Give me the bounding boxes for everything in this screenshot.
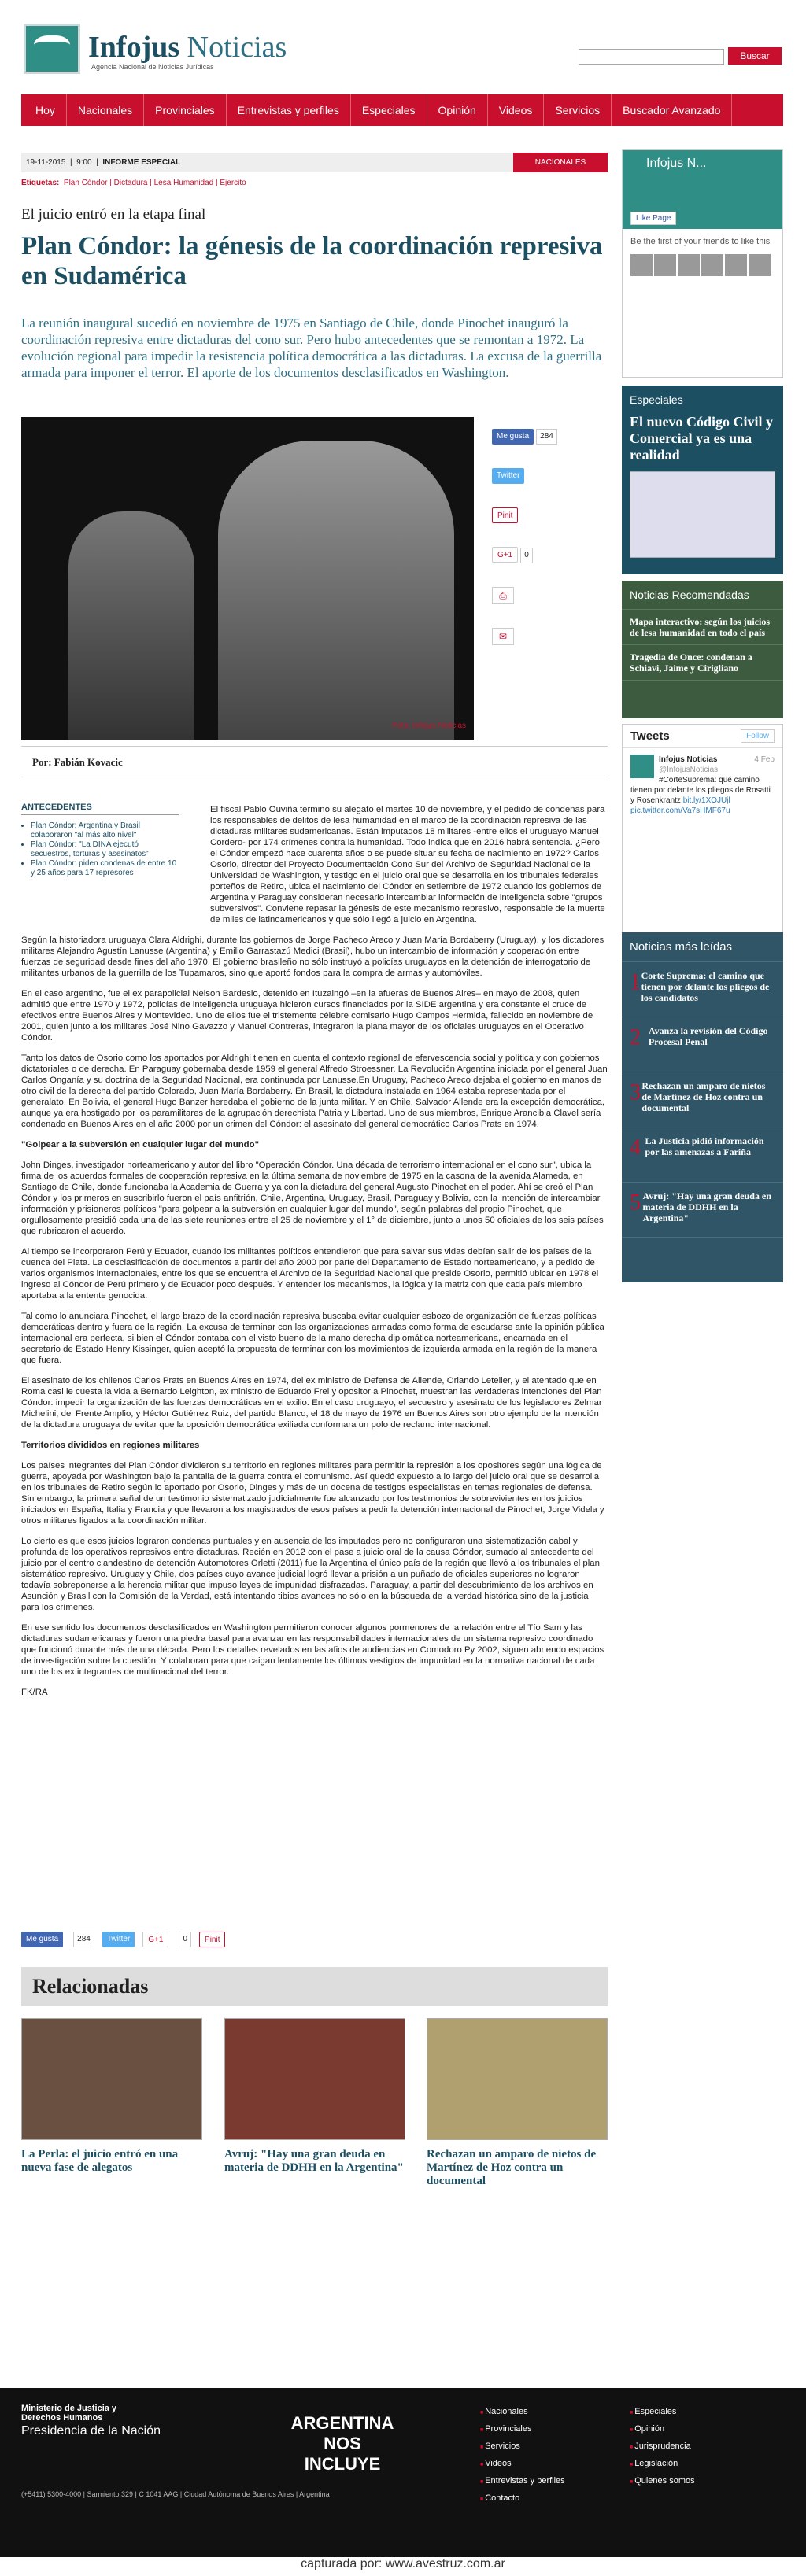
- gplus-count: 0: [179, 1932, 191, 1947]
- twitter-follow-button[interactable]: Follow: [741, 729, 775, 743]
- recommended-item[interactable]: Tragedia de Once: condenan a Schiavi, Jaime y Cirigliano: [622, 645, 783, 681]
- related-item[interactable]: [427, 2018, 608, 2188]
- nav-hoy[interactable]: Hoy: [24, 94, 67, 126]
- paragraph: En ese sentido los documentos desclasificados en Washington permitieron conocer algunos pormenores de la relación entre el Tío Sam y las dictaduras sudamericanas y fueron una piedra basal para avanzar en las responsabilidades internacionales de un sistema represivo coordinado que funcionó durante más de una década. Pero los detalles revelados en las afios de audiencias en Comodoro Py 2002, siguen abriendo espacios de investigación sobre la cuestión. Y colaboran para que caigan lentamente los últimos vestigios de impunidad en la normativa nacional de cada uno de los ex integrantes de multinacional del terror.: [21, 1623, 604, 1677]
- capture-credit: capturada por: www.avestruz.com.ar: [301, 2557, 505, 2570]
- related-headline[interactable]: La Perla: el juicio entró en una nueva fase de alegatos: [21, 2148, 179, 2174]
- fb-friend-thumbs: [623, 254, 782, 276]
- footer-links-1: [480, 2404, 565, 2508]
- nav-videos[interactable]: Videos: [488, 94, 545, 126]
- footer-link[interactable]: ■ Especiales: [630, 2404, 695, 2421]
- logo-accent: Noticias: [187, 31, 287, 64]
- most-read-headline[interactable]: Avruj: "Hay una gran deuda en materia de DDHH en la Argentina": [642, 1190, 771, 1223]
- logo-main: Infojus: [88, 31, 180, 64]
- antecedente-link[interactable]: • Plan Cóndor: piden condenas de entre 10 y 25 años para 17 represores: [31, 859, 179, 878]
- subheading: Territorios divididos en regiones militares: [21, 1441, 200, 1450]
- fb-count: 284: [73, 1932, 94, 1947]
- tag-item[interactable]: Plan Cóndor: [63, 179, 108, 187]
- tweet-user[interactable]: Infojus Noticias: [659, 755, 718, 764]
- most-read-headline[interactable]: Rechazan un amparo de nietos de Martínez de Hoz contra un documental: [641, 1080, 766, 1113]
- recommended-box: [622, 581, 783, 718]
- footer-ministry[interactable]: Ministerio de Justicia y Derechos Humanos: [21, 2404, 117, 2423]
- tags-label: Etiquetas:: [21, 179, 60, 187]
- fb-like-page-button[interactable]: Like Page: [630, 212, 676, 225]
- antecedentes-box: [21, 803, 179, 878]
- footer-link[interactable]: ■ Legislación: [630, 2456, 695, 2473]
- nav-provinciales[interactable]: Provinciales: [144, 94, 226, 126]
- fb-page-name[interactable]: Infojus N...: [646, 157, 707, 170]
- footer-presidency[interactable]: Presidencia de la Nación: [21, 2424, 161, 2438]
- section-badge[interactable]: NACIONALES: [513, 153, 608, 172]
- related-headline[interactable]: Avruj: "Hay una gran deuda en materia de DDHH en la Argentina": [224, 2148, 404, 2174]
- most-read-box: [622, 932, 783, 1282]
- especiales-headline[interactable]: El nuevo Código Civil y Comercial ya es una realidad: [630, 414, 774, 463]
- nav-especiales[interactable]: Especiales: [351, 94, 427, 126]
- tweet-link[interactable]: bit.ly/1XOJUjl pic.twitter.com/Va7sHMF67u: [630, 796, 730, 815]
- paragraph: John Dinges, investigador norteamericano y autor del libro "Operación Cóndor. Una década de terrorismo internacional en el cono sur", ubica la firma de los acuerdos formales de cooperación represiva en la última semana de noviembre de 1975 en la casona de la avenida Alameda, en Santiago de Chile, donde funcionaba la Academia de Guerra y ya con la dictadura del general Augusto Pinochet en el poder. Ahí se creó el Plan Cóndor y los primeros en suscribirlo fueron el país anfitrión, Chile, Argentina, Uruguay, Brasil, Paraguay y Bolivia, con la intención de intercambiar información y prisioneros políticos "para golpear a la subversión en cualquier lugar del mundo", según palabras del propio Pinochet, que orgullosamente presidió cada una de las siete reuniones entre el 25 de noviembre y el 1° de diciembre, junto a unos 50 oficiales de los seis países que rubricaron el acuerdo.: [21, 1161, 604, 1236]
- footer-link[interactable]: ■ Provinciales: [480, 2421, 565, 2438]
- tags: Etiquetas: Plan Cóndor | Dictadura | Lesa Humanidad | Ejercito: [21, 179, 246, 187]
- footer-link[interactable]: ■ Contacto: [480, 2490, 565, 2508]
- related-headline[interactable]: Rechazan un amparo de nietos de Martínez de Hoz contra un documental: [427, 2148, 597, 2187]
- article-kicker: El juicio entró en la etapa final: [21, 206, 206, 223]
- email-icon[interactable]: ✉: [492, 628, 514, 645]
- gplus-count: 0: [520, 548, 533, 563]
- tag-item[interactable]: Lesa Humanidad: [153, 179, 214, 187]
- main-nav: [21, 94, 783, 126]
- most-read-headline[interactable]: Corte Suprema: el camino que tienen por delante los pliegos de los candidatos: [641, 970, 770, 1003]
- most-read-item[interactable]: 4 La Justicia pidió información por las amenazas a Fariña: [622, 1127, 783, 1183]
- nav-opinion[interactable]: Opinión: [427, 94, 488, 126]
- paragraph: Tanto los datos de Osorio como los aportados por Aldrighi tienen en cuenta el contexto regional de efervescencia social y política y con gobiernos dictatoriales o de derecha. En Paraguay gobernaba desde 1959 el general Alfredo Stroessner. La Revolución Argentina iniciada por el general Juan Carlos Onganía y su doctrina de la Seguridad Nacional, era continuada por Lanusse.En Uruguay, Pacheco Areco dejaba el gobierno en manos de otro civil de la derecha del partido Colorado, Juan María Bordaberry. En Brasil, la dictadura instalada en 1964 estaba representada por el generalato. En Bolivia, el general Hugo Banzer heredaba el gobierno de la junta militar. Y en Chile, Salvador Allende era la excepción democrática, aunque ya era hostigado por los paramilitares de la agrupación derechista Patria y Libertad. Uno de sus miembros, Enrique Arancibia Clavel sería condenado en Buenos Aires en el año 2000 por un crimen del Cóndor: el asesinato del general democrático Carlos Prats en 1974.: [21, 1054, 608, 1129]
- subheading: "Golpear a la subversión en cualquier lugar del mundo": [21, 1140, 259, 1150]
- paragraph: El asesinato de los chilenos Carlos Prats en Buenos Aires en 1974, del ex ministro de Defensa de Allende, Orlando Letelier, y el atentado que en Roma casi le cuesta la vida a Bernardo Leighton, ex ministro de Eduardo Frei y opositor a Pinochet, muestran las verdaderas intenciones del Plan Cóndor: impedir la organización de las fuerzas democráticas en el exilio. En el caso uruguayo, el secuestro y asesinato de los legisladores Zelmar Michelini, del Frente Amplio, y Héctor Gutiérrez Ruiz, del partido Blanco, el 18 de mayo de 1976 en Buenos Aires son otro ejemplo de la intención de la dictadura uruguaya de evitar que la oposición democrática exiliada conformara un polo de reclamo internacional.: [21, 1376, 602, 1430]
- tweet-text: #CorteSuprema: qué camino tienen por delante los pliegos de Rosatti y Rosenkrantz: [630, 776, 771, 805]
- footer-address: (+5411) 5300-4000 | Sarmiento 329 | C 1041 AAG | Ciudad Autónoma de Buenos Aires | Argentina: [21, 2490, 330, 2498]
- footer-link[interactable]: ■ Nacionales: [480, 2404, 565, 2421]
- especiales-title: Especiales: [630, 393, 683, 406]
- tweet-date: 4 Feb: [754, 755, 775, 764]
- footer: [0, 2388, 806, 2557]
- tweets-title: Tweets: [630, 729, 670, 743]
- pinterest-button[interactable]: Pinit: [199, 1932, 225, 1947]
- most-read-item[interactable]: 2 Avanza la revisión del Código Procesal Penal: [622, 1017, 783, 1072]
- nav-entrevistas[interactable]: Entrevistas y perfiles: [227, 94, 351, 126]
- search-input[interactable]: [579, 49, 724, 65]
- most-read-headline[interactable]: La Justicia pidió información por las amenazas a Fariña: [645, 1135, 764, 1157]
- antecedente-link[interactable]: • Plan Cóndor: "La DINA ejecutó secuestros, torturas y asesinatos": [31, 840, 179, 859]
- paragraph: Al tiempo se incorporaron Perú y Ecuador, cuando los militantes políticos entendieron que para salvar sus vidas debían salir de los países de la cuenca del Plata. La desclasificación de documentos a partir del año 2000 por parte del Departamento de Estado norteamericano, y a pedido de varios organismos internacionales, entre los que se encuentra el Archivo de la Seguridad Nacional que preside Osorio, permitió ubicar en 1978 el ingreso al Cóndor de Perú primero y de Ecuador poco después. Y entender los mecanismos, la lógica y la matriz con que cada país miembro aportaba a la entente genocida.: [21, 1247, 599, 1301]
- twitter-button[interactable]: Twitter: [102, 1932, 135, 1947]
- footer-link[interactable]: ■ Opinión: [630, 2421, 695, 2438]
- nav-servicios[interactable]: Servicios: [544, 94, 612, 126]
- bottom-share: [21, 1932, 225, 1947]
- logo-icon[interactable]: [24, 24, 80, 74]
- nav-buscador[interactable]: Buscador Avanzado: [612, 94, 732, 126]
- paragraph: En el caso argentino, fue el ex parapolicial Nelson Bardesio, detenido en Ituzaingó –en la afueras de Buenos Aires– en mayo de 2008, quien admitió que entre 1970 y 1972, policías de inteligencia uruguaya hicieron cursos financiados por la SIDE argentina y era constante el cruce de efectivos entre Buenos Aires y Montevideo. Uno de ellos fue el tristemente célebre comisario Hugo Campos Hermida, fallecido en noviembre de 2001, quien junto a los militares José Nino Gavazzo y Manuel Contreras, integraron la plana mayor de los oficiales uruguayos en el Operativo Cóndor.: [21, 989, 593, 1043]
- most-read-item[interactable]: 1 Corte Suprema: el camino que tienen por delante los pliegos de los candidatos: [622, 962, 783, 1017]
- nav-nacionales[interactable]: Nacionales: [67, 94, 144, 126]
- footer-link[interactable]: ■ Jurisprudencia: [630, 2438, 695, 2456]
- gplus-button[interactable]: G+1: [492, 547, 518, 563]
- article-photo: [21, 417, 474, 740]
- print-icon[interactable]: ⎙: [492, 587, 514, 604]
- footer-argentina-logo: ARGENTINA NOS INCLUYE: [290, 2413, 394, 2474]
- article-meta: 19-11-2015 | 9:00 | INFORME ESPECIAL: [21, 153, 513, 172]
- fb-first-text: Be the first of your friends to like this: [630, 237, 771, 246]
- footer-link[interactable]: ■ Quienes somos: [630, 2473, 695, 2490]
- pinterest-button[interactable]: Pinit: [492, 507, 518, 523]
- twitter-button[interactable]: Twitter: [492, 468, 524, 484]
- related-item[interactable]: [21, 2018, 202, 2175]
- recommended-title: Noticias Recomendadas: [622, 581, 783, 610]
- author: Por: Fabián Kovacic: [21, 746, 608, 777]
- most-read-headline[interactable]: Avanza la revisión del Código Procesal Penal: [648, 1025, 768, 1047]
- footer-links-2: [630, 2404, 695, 2490]
- antecedente-link[interactable]: • Plan Cóndor: Argentina y Brasil colaboraron "al más alto nivel": [31, 821, 179, 840]
- meta-date: 19-11-2015: [26, 158, 66, 167]
- tweet: [623, 748, 782, 822]
- related-item[interactable]: [224, 2018, 405, 2175]
- paragraph: Tal como lo anunciara Pinochet, el largo brazo de la coordinación represiva buscaba evitar cualquier esbozo de organización de fuerzas políticas democráticas dentro y fuera de la región. La excusa de terminar con las organizaciones armadas como forma de escudarse ante la opinión pública internacional era perfecta, si bien el Cóndor contaba con el visto bueno de la mano derecha diplomática norteamericana, encarnada en el secretario de Estado Henry Kissinger, quien aceptó la propuesta de terminar con los movimientos de izquierda armada en la región de la manera que fuera.: [21, 1312, 604, 1365]
- facebook-like-button[interactable]: Me gusta: [21, 1932, 63, 1947]
- fb-count: 284: [536, 429, 557, 445]
- gplus-button[interactable]: G+1: [142, 1932, 168, 1947]
- tweet-handle: @InfojusNoticias: [659, 766, 719, 774]
- search-button[interactable]: Buscar: [728, 47, 782, 65]
- paragraph: Los países integrantes del Plan Cóndor dividieron su territorio en regiones militares para permitir la represión a los opositores según una lógica de guerra, apoyada por Washington bajo la pantalla de la guerra contra el comunismo. Así quedó expuesto a lo largo del juicio oral que se desarrolla en los tribunales de Retiro según lo aportado por Osorio, Dinges y más de un docena de testigos especialistas en temas regionales de defensa. Sin embargo, la primera señal de un testimonio sistematizado judicialmente fue alcanzado por los testimonios de sobrevivientes en los juicios iniciados en España, Italia y Francia y que llevaron a los magistrados de esos países a pedir la detención internacional de Pinochet, Jorge Videla y otros militares ligados a la coordinación militar.: [21, 1461, 604, 1526]
- footer-link[interactable]: ■ Entrevistas y perfiles: [480, 2473, 565, 2490]
- related-title: Relacionadas: [21, 1967, 608, 2006]
- paragraph: Lo cierto es que esos juicios lograron condenas puntuales y en ausencia de los imputados pero no configuraron una sistematización cabal y profunda de los operativos represivos entre dictaduras. Recién en 2012 con el pase a juicio oral de la causa Cóndor, sumado al antecedente del juicio por el centro clandestino de detención Automotores Orletti (2011) fue la Argentina el único país de la región que llevó a los tribunales el plan sistemático represivo. Uruguay y Chile, dos países cuyo avance judicial logró llevar a prisión a un puñado de oficiales superiores no lograron todavía sobreponerse a la herencia militar que impuso leyes de impunidad disfrazadas. Paraguay, a partir del descubrimiento de los archivos en Asunción y Brasil con la Comisión de la Verdad, está intentando tibios avances no sólo en la búsqueda de la verdad histórica sino de la justicia para los crímenes.: [21, 1537, 600, 1612]
- article-title: Plan Cóndor: la génesis de la coordinación represiva en Sudamérica: [21, 232, 603, 290]
- most-read-title: Noticias más leídas: [622, 932, 783, 962]
- avatar[interactable]: [630, 755, 654, 778]
- tag-item[interactable]: Ejercito: [220, 179, 246, 187]
- most-read-item[interactable]: 3 Rechazan un amparo de nietos de Martínez de Hoz contra un documental: [622, 1072, 783, 1127]
- especiales-box[interactable]: [622, 386, 783, 574]
- header: [0, 0, 806, 87]
- most-read-item[interactable]: 5 Avruj: "Hay una gran deuda en materia de DDHH en la Argentina": [622, 1183, 783, 1238]
- footer-link[interactable]: ■ Videos: [480, 2456, 565, 2473]
- logo-subtitle: Agencia Nacional de Noticias Jurídicas: [91, 63, 214, 71]
- footer-link[interactable]: ■ Servicios: [480, 2438, 565, 2456]
- facebook-widget: [622, 149, 783, 378]
- meta-section: INFORME ESPECIAL: [102, 158, 181, 167]
- article-lead: La reunión inaugural sucedió en noviembre de 1975 en Santiago de Chile, donde Pinochet inauguró la coordinación represiva entre dictaduras del cono sur. Pero hubo antecedentes que se remontan a 1972. La evolución regional para impedir la resistencia política democrática a las dictaduras. La excusa de la guerrilla armada para imponer el terror. El aporte de los documentos desclasificados en Washington.: [21, 316, 602, 380]
- signature: FK/RA: [21, 1688, 48, 1697]
- meta-time: 9:00: [76, 158, 92, 167]
- paragraph: El fiscal Pablo Ouviña terminó su alegato el martes 10 de noviembre, y el pedido de condenas para los responsables de delitos de lesa humanidad en el marco de la coordinación represiva de las dictaduras militares sudamericanas. Están imputados 18 militares -entre ellos el uruguayo Manuel Cordero- por 174 crímenes contra la humanidad. Todo indica que en 2016 habrá sentencia. ¿Pero el Cóndor empezó hace cuarenta años o se puede situar su fecha de nacimiento en 1972? Carlos Osorio, director del Proyecto Documentación Cono Sur del Archivo de Seguridad Nacional de la Universidad de Washington, y testigo en el juicio oral que se desarrolla en los tribunales federales porteños de Retiro, ubica el nacimiento del Cóndor en setiembre de 1972 cuando los gobiernos de Argentina y Paraguay consideran necesario intercambiar información de inteligencia sobre "grupos subversivos". Conviene repasar la génesis de este mecanismo represivo, responsable de la muerte de miles de latinoamericanos y que sólo llegó a juicio en Argentina.: [210, 805, 605, 924]
- tag-item[interactable]: Dictadura: [113, 179, 148, 187]
- photo-credit: Foto: Infojus Noticias: [392, 722, 466, 730]
- recommended-item[interactable]: Mapa interactivo: según los juicios de lesa humanidad en todo el país: [622, 610, 783, 645]
- facebook-like-button[interactable]: Me gusta: [492, 429, 534, 445]
- social-share: [492, 429, 610, 669]
- article-body: [21, 804, 608, 1707]
- antecedentes-title: ANTECEDENTES: [21, 803, 179, 815]
- logo-text[interactable]: [88, 30, 287, 65]
- paragraph: Según la historiadora uruguaya Clara Aldrighi, durante los gobiernos de Jorge Pacheco Areco y Juan María Bordaberry (Uruguay), y los dictadores militares Alejandro Agustín Lanusse (Argentina) y Emilio Garrastazú Medici (Brasil), hubo un intercambio de información y cooperación entre fuerzas de seguridad desde fines del año 1970. El gobierno brasileño no sólo instruyó a policías uruguayos en la detención de interrogatorio de militantes urbanos de la guerrilla de los Tupamaros, sino que aportó fondos para la compra de armas y automóviles.: [21, 936, 604, 978]
- especiales-banner[interactable]: [630, 471, 775, 558]
